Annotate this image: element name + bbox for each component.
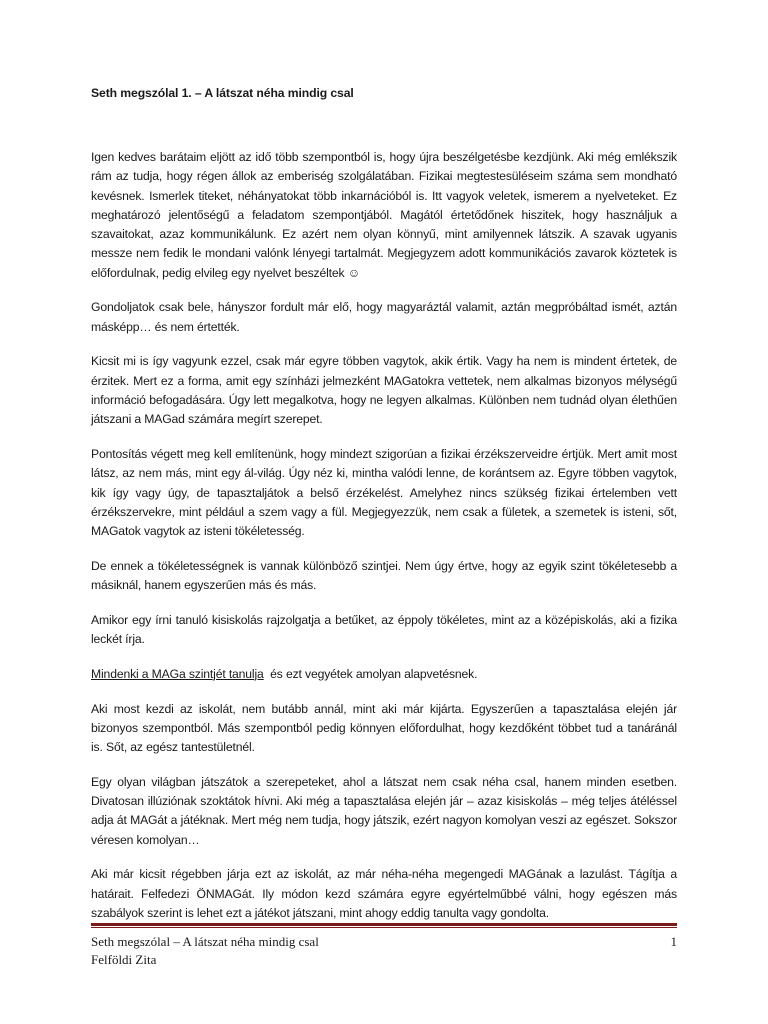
paragraph-3: Kicsit mi is így vagyunk ezzel, csak már egyre többen vagytok, akik értik. Vagy ha nem is mindent értetek, de érzitek. Mert ez a forma, amit egy színházi jelmezként MAGatokra vettetek, nem alkalmas bizonyos mélységű információ befogadására. Úgy lett megalkotva, hogy ne legyen alkalmas. Különben nem tudnád olyan élethűen játszani a MAGad számára megírt szerepet. <box>91 354 677 427</box>
footer-divider <box>91 923 677 928</box>
paragraph-6: Amikor egy írni tanuló kisiskolás rajzolgatja a betűket, az éppoly tökéletes, mint az a középiskolás, aki a fizika leckét írja. <box>91 612 677 647</box>
page-content <box>91 84 677 939</box>
paragraph-1: Igen kedves barátaim eljött az idő több szempontból is, hogy újra beszélgetésbe kezdjünk. Aki még emlékszik rám az tudja, hogy régen állok az emberiség szolgálatában. Fizikai megtestesüléseim száma sem mondható kevésnek. Ismerlek titeket, néhányatokat több inkarnációból is. Itt vagyok veletek, ismerem a nyelveteket. Ez meghatározó jelentőségű a feladatom szempontjából. Magától értetődőnek hiszitek, hogy használjuk a szavaitokat, azaz kommunikálunk. Ez azért nem olyan könnyű, mint amilyennek látszik. A szavak ugyanis messze nem fedik le mondani valónk lényegi tartalmát. Megjegyzem adott kommunikációs zavarok köztetek is előfordulnak, pedig elvileg egy nyelvet beszéltek ☺ <box>91 150 677 280</box>
paragraph-8: Aki most kezdi az iskolát, nem butább annál, mint aki már kijárta. Egyszerűen a tapasztalása elején jár bizonyos szempontból. Más szempontból pedig könnyen előfordulhat, hogy kezdőként többet tud a tanáránál is. Sőt, az egész tantestületnél. <box>91 701 677 755</box>
underlined-phrase: Mindenki a MAGa szintjét tanulja <box>91 666 264 681</box>
paragraph-7-rest: és ezt vegyétek amolyan alapvetésnek. <box>263 666 478 681</box>
footer-row-author <box>91 951 677 969</box>
footer-divider-thin <box>91 927 677 928</box>
document-title: Seth megszólal 1. – A látszat néha mindig csal <box>91 86 354 100</box>
paragraph-4: Pontosítás végett meg kell említenünk, hogy mindezt szigorúan a fizikai érzékszerveidre értjük. Mert amit most látsz, az nem más, mint egy ál-világ. Úgy néz ki, mintha valódi lenne, de korántsem az. Egyre többen vagytok, kik így vagy úgy, de tapasztaljátok a belső érzékelést. Amelyhez nincs szükség fizikai értelemben vett érzékszervekre, mint például a szem vagy a fül. Megjegyezzük, nem csak a fületek, a szemetek is isteni, sőt, MAGatok vagytok az isteni tökéletesség. <box>91 447 677 539</box>
footer-author: Felföldi Zita <box>91 952 157 967</box>
paragraph-2: Gondoljatok csak bele, hányszor fordult már elő, hogy magyaráztál valamit, aztán megpróbáltad ismét, aztán másképp… és nem értették. <box>91 300 677 334</box>
page-footer <box>91 933 677 969</box>
footer-divider-thick <box>91 923 677 926</box>
page-number: 1 <box>670 934 677 949</box>
paragraph-10: Aki már kicsit régebben járja ezt az iskolát, az már néha-néha megengedi MAGának a lazulást. Tágítja a határait. Felfedezi ÖNMAGát. Ily módon kezd számára egyre egyértelműbbé válni, hogy egészen más szabályok szerint is lehet ezt a játékot játszani, mint ahogy eddig tanulta vagy gondolta. <box>91 867 677 921</box>
paragraph-7-mixed <box>91 665 677 684</box>
footer-row-title <box>91 933 677 951</box>
footer-title: Seth megszólal – A látszat néha mindig csal <box>91 934 319 949</box>
paragraph-9: Egy olyan világban játszátok a szerepeteket, ahol a látszat nem csak néha csal, hanem minden esetben. Divatosan illúziónak szoktátok hívni. Aki még a tapasztalása elején jár – azaz kisiskolás – még teljes átéléssel adja át MAGát a játéknak. Mert még nem tudja, hogy játszik, ezért nagyon komolyan veszi az egészet. Sokszor véresen komolyan… <box>91 774 677 847</box>
document-body <box>91 148 677 923</box>
paragraph-5: De ennek a tökéletességnek is vannak különböző szintjei. Nem úgy értve, hogy az egyik szint tökéletesebb a másiknál, hanem egyszerűen más és más. <box>91 558 677 593</box>
